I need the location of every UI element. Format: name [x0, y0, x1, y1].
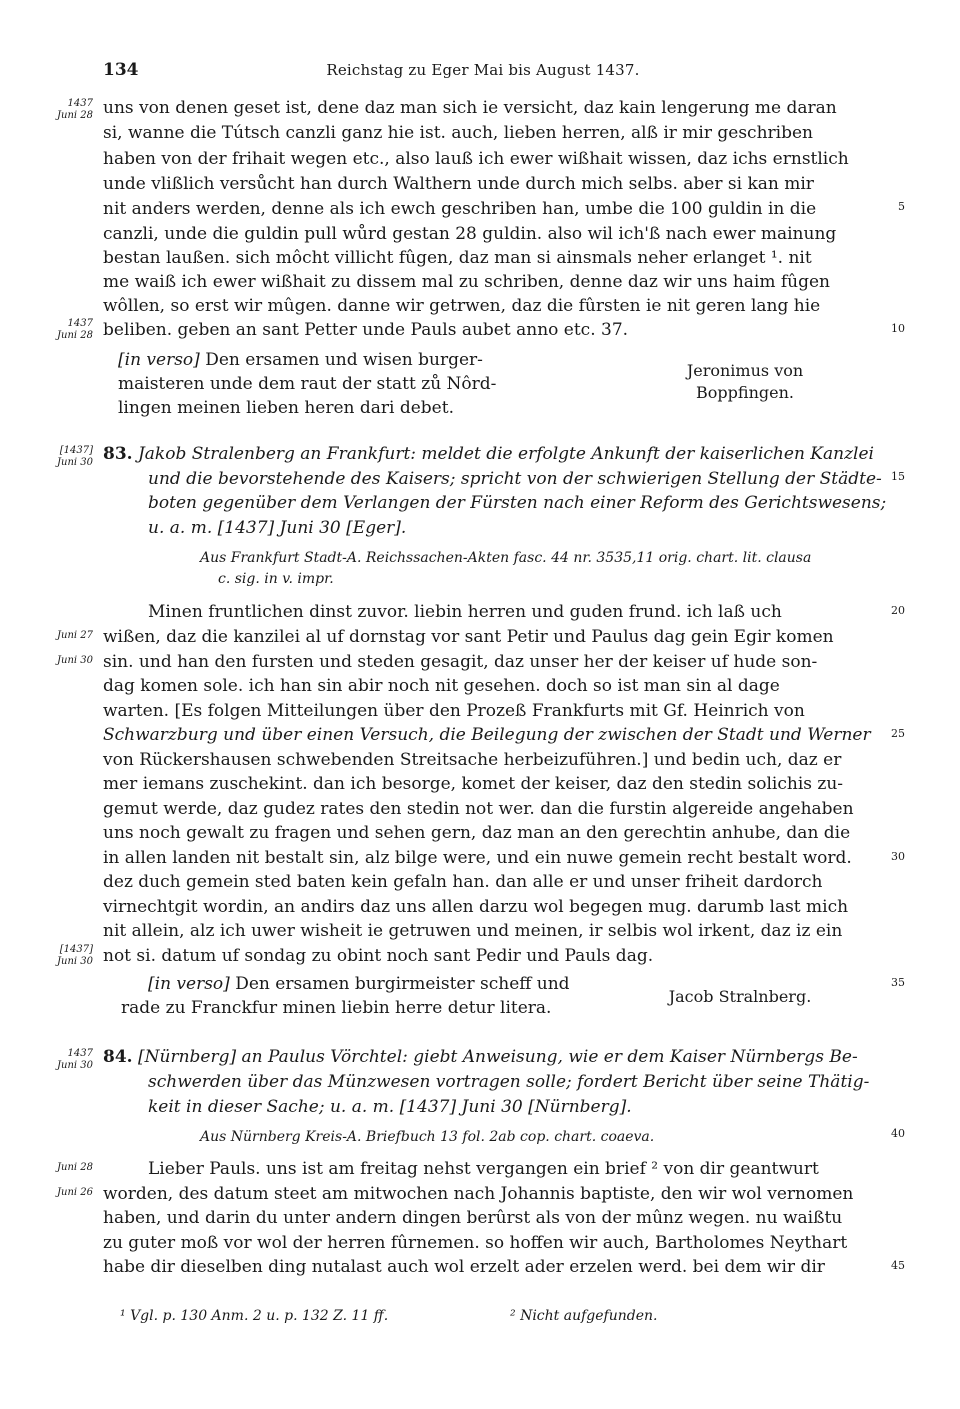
signature-line: Jeronimus von	[686, 361, 804, 380]
regest-line	[103, 1045, 858, 1069]
text-line: dag komen sole. ich han sin abir noch nit gesehen. doch so ist man sin al dage	[103, 676, 780, 696]
text-line: worden, des datum steet am mitwochen nach Johannis baptiste, den wir wol vernomen	[103, 1184, 854, 1204]
text-line: Lieber Pauls. uns ist am freitag nehst vergangen ein brief ² von dir geantwurt	[148, 1159, 819, 1179]
text-line: canzli, unde die guldin pull wůrd gestan 28 guldin. also wil ich'ß nach ewer mainung	[103, 224, 837, 244]
margin-date: [1437] Juni 30	[57, 944, 93, 967]
margin-date: 1437 Juni 28	[57, 318, 93, 341]
text-line: habe dir dieselben ding nutalast auch wol erzelt ader erzelen werd. bei dem wir dir	[103, 1257, 825, 1277]
line-number: 5	[898, 200, 905, 213]
text-line: virnechtgit wordin, an andirs daz uns allen darzu wol begegen mug. darumb last mich	[103, 897, 849, 917]
line-number: 40	[891, 1127, 905, 1140]
margin-date: Juni 26	[57, 1187, 93, 1198]
source-line: Aus Nürnberg Kreis-A. Briefbuch 13 fol. 2ab cop. chart. coaeva.	[200, 1129, 655, 1145]
text-line: haben, und darin du unter andern dingen berûrst als von der mûnz wegen. nu waißtu	[103, 1208, 843, 1228]
address-block	[121, 972, 570, 1020]
text-line: si, wanne die Tútsch canzli ganz hie ist. auch, lieben herren, alß ir mir geschriben	[103, 123, 813, 143]
line-number: 45	[891, 1259, 905, 1272]
regest-text: Jakob Stralenberg an Frankfurt: meldet die erfolgte Ankunft der kaiserlichen Kanzlei	[137, 444, 874, 464]
regest-line: u. a. m. [1437] Juni 30 [Eger].	[148, 518, 407, 538]
address-line: maisteren unde dem raut der statt zů Nôrd-	[118, 374, 497, 394]
text-line: nit anders werden, denne als ich ewch geschriben han, umbe die 100 guldin in die	[103, 199, 817, 219]
address-prefix: [in verso]	[118, 350, 200, 370]
regest-line: keit in dieser Sache; u. a. m. [1437] Juni 30 [Nürnberg].	[148, 1097, 632, 1117]
margin-date: Juni 27	[57, 630, 93, 641]
text-line: not si. datum uf sondag zu obint noch sant Pedir und Pauls dag.	[103, 946, 654, 966]
signature: Jacob Stralnberg.	[668, 987, 812, 1006]
text-line: wôllen, so erst wir mûgen. danne wir getrwen, daz die fûrsten ie nit geren lang hie	[103, 296, 821, 316]
line-number: 30	[891, 850, 905, 863]
regest-line	[103, 442, 874, 466]
text-line: von Rückershausen schwebenden Streitsache herbeizuführen.] und bedin uch, daz er	[103, 750, 842, 770]
source-line: Aus Frankfurt Stadt-A. Reichssachen-Akten fasc. 44 nr. 3535,11 orig. chart. lit. clausa	[200, 550, 812, 566]
text-line: uns noch gewalt zu fragen und sehen gern, daz man an den gerechtin anhube, dan die	[103, 823, 851, 843]
address-line: Den ersamen burgirmeister scheff und	[235, 974, 570, 994]
text-line: haben von der frihait wegen etc., also lauß ich ewer wißhait wissen, daz ichs ernstlich	[103, 149, 849, 169]
address-line: rade zu Franckfur minen liebin herre detur litera.	[121, 998, 552, 1018]
regest-text: [Nürnberg] an Paulus Vörchtel: giebt Anweisung, wie er dem Kaiser Nürnbergs Be-	[137, 1047, 858, 1067]
line-number: 15	[891, 470, 905, 483]
footnote: ² Nicht aufgefunden.	[510, 1308, 658, 1324]
regest-line: und die bevorstehende des Kaisers; spricht von der schwierigen Stellung der Städte-	[148, 469, 882, 489]
text-line: mer iemans zuschekint. dan ich besorge, komet der keiser, daz den stedin solichis zu-	[103, 774, 844, 794]
signature-line: Boppfingen.	[696, 383, 794, 402]
text-line: nit allein, alz ich uwer wisheit ie getruwen und meinen, ir selbis wol irkent, daz iz ein	[103, 921, 843, 941]
regest-line: schwerden über das Münzwesen vortragen solle; fordert Bericht über seine Thätig-	[148, 1072, 870, 1092]
text-line: sin. und han den fursten und steden gesagit, daz unser her der keiser uf hude son-	[103, 652, 818, 672]
address-line: lingen meinen lieben heren dari debet.	[118, 398, 454, 418]
address-line: Den ersamen und wisen burger-	[205, 350, 483, 370]
running-title: Reichstag zu Eger Mai bis August 1437.	[326, 61, 640, 79]
margin-date: Juni 30	[57, 655, 93, 666]
line-number: 35	[891, 976, 905, 989]
line-number: 25	[891, 727, 905, 740]
text-line: wißen, daz die kanzilei al uf dornstag vor sant Petir und Paulus dag gein Egir komen	[103, 627, 834, 647]
regest-line: boten gegenüber dem Verlangen der Fürsten nach einer Reform des Gerichtswesens;	[148, 493, 887, 513]
signature	[670, 360, 820, 404]
text-line: unde vlißlich versůcht han durch Walthern unde durch mich selbs. aber si kan mir	[103, 174, 814, 194]
text-line: dez duch gemein sted baten kein gefaln han. dan alle er und unser friheit dardorch	[103, 872, 823, 892]
text-line: beliben. geben an sant Petter unde Pauls aubet anno etc. 37.	[103, 320, 629, 340]
text-line: in allen landen nit bestalt sin, alz bilge were, und ein nuwe gemein recht bestalt word.	[103, 848, 852, 868]
text-line: warten. [Es folgen Mitteilungen über den Prozeß Frankfurts mit Gf. Heinrich von	[103, 701, 805, 721]
document-number: 84.	[103, 1047, 133, 1067]
text-line: bestan laußen. sich môcht villicht fûgen, daz man si ainsmals neher erlanget ¹. nit	[103, 248, 812, 268]
line-number: 10	[891, 322, 905, 335]
text-line: gemut werde, daz gudez rates den stedin not wer. dan die furstin algereide angehaben	[103, 799, 854, 819]
text-line: uns von denen geset ist, dene daz man sich ie versicht, daz kain lengerung me daran	[103, 98, 837, 118]
page-header	[103, 60, 863, 84]
address-prefix: [in verso]	[148, 974, 230, 994]
margin-date: [1437] Juni 30	[57, 445, 93, 468]
source-line: c. sig. in v. impr.	[218, 571, 334, 587]
document-number: 83.	[103, 444, 133, 464]
margin-date: Juni 28	[57, 1162, 93, 1173]
footnote: ¹ Vgl. p. 130 Anm. 2 u. p. 132 Z. 11 ff.	[120, 1308, 389, 1324]
address-block	[118, 348, 496, 420]
text-line: Schwarzburg und über einen Versuch, die Beilegung der zwischen der Stadt und Werner	[103, 725, 871, 745]
page-number: 134	[103, 60, 139, 80]
text-line: Minen fruntlichen dinst zuvor. liebin herren und guden frund. ich laß uch	[148, 602, 782, 622]
text-line: zu guter moß vor wol der herren fûrnemen. so hoffen wir auch, Bartholomes Neythart	[103, 1233, 848, 1253]
text-line: me waiß ich ewer wißhait zu dissem mal zu schriben, denne daz wir uns haim fûgen	[103, 272, 831, 292]
margin-date: 1437 Juni 30	[57, 1048, 93, 1071]
margin-date: 1437 Juni 28	[57, 98, 93, 121]
line-number: 20	[891, 604, 905, 617]
